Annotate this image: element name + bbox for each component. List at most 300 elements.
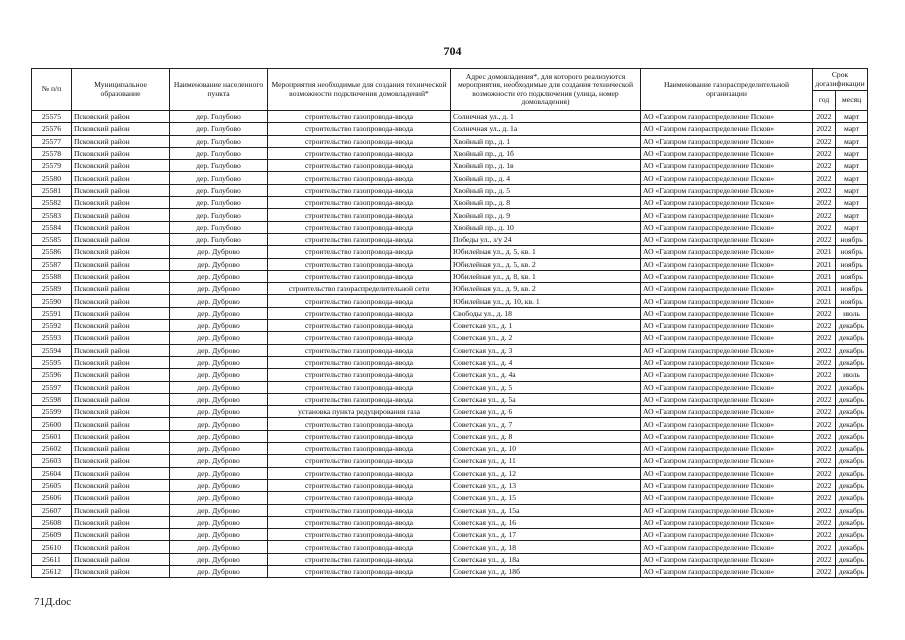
settlement-cell: дер. Дуброво [170,418,268,430]
footer-filename: 71Д.doc [34,596,72,608]
settlement-cell: дер. Голубово [170,184,268,196]
month-cell: декабрь [836,553,868,565]
row-number: 25585 [32,233,72,245]
organization-cell: АО «Газпром газораспределение Псков» [641,123,813,135]
settlement-cell: дер. Дуброво [170,381,268,393]
year-cell: 2021 [813,258,836,270]
year-cell: 2022 [813,418,836,430]
month-cell: ноябрь [836,258,868,270]
address-cell: Советская ул., д. 15 [451,492,641,504]
measure-cell: установка пункта редуцирования газа [268,406,451,418]
year-cell: 2022 [813,135,836,147]
month-cell: декабрь [836,332,868,344]
organization-cell: АО «Газпром газораспределение Псков» [641,147,813,159]
table-row [32,147,868,159]
address-cell: Хвойный пр., д. 9 [451,209,641,221]
table-row [32,270,868,282]
row-number: 25597 [32,381,72,393]
address-cell: Юбилейная ул., д. 8, кв. 1 [451,270,641,282]
table-row [32,381,868,393]
table-row [32,344,868,356]
address-cell: Советская ул., д. 3 [451,344,641,356]
row-number: 25588 [32,270,72,282]
year-cell: 2022 [813,381,836,393]
settlement-cell: дер. Дуброво [170,565,268,577]
measure-cell: строительство газопровода-ввода [268,369,451,381]
year-cell: 2022 [813,455,836,467]
measure-cell: строительство газопровода-ввода [268,332,451,344]
municipality-cell: Псковский район [72,172,170,184]
table-row [32,430,868,442]
measure-cell: строительство газопровода-ввода [268,184,451,196]
address-cell: Юбилейная ул., д. 5, кв. 2 [451,258,641,270]
organization-cell: АО «Газпром газораспределение Псков» [641,221,813,233]
address-cell: Юбилейная ул., д. 10, кв. 1 [451,295,641,307]
table-row [32,356,868,368]
municipality-cell: Псковский район [72,111,170,123]
month-cell: ноябрь [836,233,868,245]
municipality-cell: Псковский район [72,160,170,172]
year-cell: 2022 [813,430,836,442]
settlement-cell: дер. Дуброво [170,529,268,541]
header-measures: Мероприятия необходимые для создания технической возможности подключения домовладений* [268,69,451,111]
settlement-cell: дер. Дуброво [170,283,268,295]
measure-cell: строительство газопровода-ввода [268,541,451,553]
table-row [32,479,868,491]
municipality-cell: Псковский район [72,344,170,356]
settlement-cell: дер. Дуброво [170,406,268,418]
settlement-cell: дер. Голубово [170,123,268,135]
measure-cell: строительство газопровода-ввода [268,320,451,332]
table-row [32,295,868,307]
address-cell: Свободы ул., д. 18 [451,307,641,319]
row-number: 25595 [32,356,72,368]
year-cell: 2022 [813,516,836,528]
measure-cell: строительство газопровода-ввода [268,381,451,393]
month-cell: март [836,147,868,159]
address-cell: Советская ул., д. 15а [451,504,641,516]
measure-cell: строительство газопровода-ввода [268,135,451,147]
header-settlement: Наименование населенного пункта [170,69,268,111]
organization-cell: АО «Газпром газораспределение Псков» [641,111,813,123]
row-number: 25611 [32,553,72,565]
municipality-cell: Псковский район [72,246,170,258]
address-cell: Советская ул., д. 8 [451,430,641,442]
address-cell: Хвойный пр., д. 5 [451,184,641,196]
table-row [32,258,868,270]
settlement-cell: дер. Дуброво [170,295,268,307]
year-cell: 2022 [813,406,836,418]
address-cell: Советская ул., д. 4 [451,356,641,368]
address-cell: Советская ул., д. 18а [451,553,641,565]
year-cell: 2022 [813,307,836,319]
organization-cell: АО «Газпром газораспределение Псков» [641,565,813,577]
settlement-cell: дер. Дуброво [170,393,268,405]
year-cell: 2022 [813,393,836,405]
month-cell: декабрь [836,541,868,553]
measure-cell: строительство газопровода-ввода [268,147,451,159]
municipality-cell: Псковский район [72,504,170,516]
table-row [32,233,868,245]
month-cell: декабрь [836,381,868,393]
measure-cell: строительство газопровода-ввода [268,393,451,405]
measure-cell: строительство газопровода-ввода [268,295,451,307]
settlement-cell: дер. Голубово [170,221,268,233]
year-cell: 2022 [813,492,836,504]
address-cell: Советская ул., д. 5 [451,381,641,393]
table-row [32,160,868,172]
settlement-cell: дер. Дуброво [170,467,268,479]
year-cell: 2022 [813,184,836,196]
year-cell: 2022 [813,197,836,209]
settlement-cell: дер. Дуброво [170,541,268,553]
table-header [32,69,868,111]
year-cell: 2022 [813,565,836,577]
month-cell: март [836,172,868,184]
measure-cell: строительство газопровода-ввода [268,504,451,516]
settlement-cell: дер. Дуброво [170,332,268,344]
row-number: 25592 [32,320,72,332]
row-number: 25600 [32,418,72,430]
organization-cell: АО «Газпром газораспределение Псков» [641,541,813,553]
table-row [32,418,868,430]
row-number: 25608 [32,516,72,528]
row-number: 25583 [32,209,72,221]
month-cell: декабрь [836,565,868,577]
municipality-cell: Псковский район [72,455,170,467]
measure-cell: строительство газопровода-ввода [268,160,451,172]
organization-cell: АО «Газпром газораспределение Псков» [641,172,813,184]
municipality-cell: Псковский район [72,479,170,491]
month-cell: декабрь [836,455,868,467]
organization-cell: АО «Газпром газораспределение Псков» [641,516,813,528]
organization-cell: АО «Газпром газораспределение Псков» [641,184,813,196]
measure-cell: строительство газопровода-ввода [268,123,451,135]
address-cell: Советская ул., д. 16 [451,516,641,528]
month-cell: июль [836,307,868,319]
year-cell: 2022 [813,479,836,491]
organization-cell: АО «Газпром газораспределение Псков» [641,479,813,491]
month-cell: март [836,111,868,123]
municipality-cell: Псковский район [72,270,170,282]
measure-cell: строительство газопровода-ввода [268,443,451,455]
year-cell: 2022 [813,172,836,184]
municipality-cell: Псковский район [72,209,170,221]
address-cell: Советская ул., д. 11 [451,455,641,467]
month-cell: декабрь [836,430,868,442]
organization-cell: АО «Газпром газораспределение Псков» [641,443,813,455]
municipality-cell: Псковский район [72,492,170,504]
table-row [32,332,868,344]
settlement-cell: дер. Дуброво [170,455,268,467]
row-number: 25576 [32,123,72,135]
month-cell: март [836,184,868,196]
year-cell: 2021 [813,295,836,307]
month-cell: декабрь [836,356,868,368]
settlement-cell: дер. Голубово [170,160,268,172]
settlement-cell: дер. Дуброво [170,504,268,516]
municipality-cell: Псковский район [72,147,170,159]
address-cell: Советская ул., д. 18 [451,541,641,553]
table-row [32,123,868,135]
address-cell: Юбилейная ул., д. 5, кв. 1 [451,246,641,258]
month-cell: декабрь [836,320,868,332]
organization-cell: АО «Газпром газораспределение Псков» [641,135,813,147]
measure-cell: строительство газопровода-ввода [268,529,451,541]
row-number: 25580 [32,172,72,184]
address-cell: Хвойный пр., д. 4 [451,172,641,184]
year-cell: 2022 [813,344,836,356]
page-number: 704 [443,44,462,58]
organization-cell: АО «Газпром газораспределение Псков» [641,504,813,516]
settlement-cell: дер. Дуброво [170,270,268,282]
row-number: 25589 [32,283,72,295]
settlement-cell: дер. Голубово [170,172,268,184]
measure-cell: строительство газопровода-ввода [268,356,451,368]
table-row [32,504,868,516]
month-cell: март [836,160,868,172]
row-number: 25575 [32,111,72,123]
month-cell: март [836,209,868,221]
month-cell: март [836,135,868,147]
year-cell: 2022 [813,369,836,381]
month-cell: декабрь [836,479,868,491]
year-cell: 2021 [813,283,836,295]
measure-cell: строительство газопровода-ввода [268,455,451,467]
municipality-cell: Псковский район [72,443,170,455]
municipality-cell: Псковский район [72,283,170,295]
organization-cell: АО «Газпром газораспределение Псков» [641,553,813,565]
header-year: год [813,91,836,111]
organization-cell: АО «Газпром газораспределение Псков» [641,467,813,479]
municipality-cell: Псковский район [72,393,170,405]
organization-cell: АО «Газпром газораспределение Псков» [641,246,813,258]
municipality-cell: Псковский район [72,320,170,332]
organization-cell: АО «Газпром газораспределение Псков» [641,197,813,209]
address-cell: Солнечная ул., д. 1 [451,111,641,123]
year-cell: 2022 [813,111,836,123]
organization-cell: АО «Газпром газораспределение Псков» [641,381,813,393]
settlement-cell: дер. Голубово [170,197,268,209]
year-cell: 2022 [813,467,836,479]
table-row [32,320,868,332]
row-number: 25584 [32,221,72,233]
row-number: 25579 [32,160,72,172]
month-cell: декабрь [836,529,868,541]
municipality-cell: Псковский район [72,307,170,319]
settlement-cell: дер. Дуброво [170,553,268,565]
row-number: 25582 [32,197,72,209]
row-number: 25591 [32,307,72,319]
month-cell: декабрь [836,418,868,430]
row-number: 25612 [32,565,72,577]
measure-cell: строительство газопровода-ввода [268,516,451,528]
table-row [32,197,868,209]
municipality-cell: Псковский район [72,332,170,344]
settlement-cell: дер. Голубово [170,209,268,221]
month-cell: декабрь [836,393,868,405]
settlement-cell: дер. Дуброво [170,356,268,368]
table-row [32,492,868,504]
month-cell: март [836,123,868,135]
address-cell: Советская ул., д. 17 [451,529,641,541]
organization-cell: АО «Газпром газораспределение Псков» [641,283,813,295]
organization-cell: АО «Газпром газораспределение Псков» [641,344,813,356]
municipality-cell: Псковский район [72,565,170,577]
municipality-cell: Псковский район [72,258,170,270]
year-cell: 2022 [813,529,836,541]
measure-cell: строительство газопровода-ввода [268,209,451,221]
table-row [32,209,868,221]
row-number: 25599 [32,406,72,418]
settlement-cell: дер. Дуброво [170,479,268,491]
year-cell: 2022 [813,209,836,221]
year-cell: 2021 [813,270,836,282]
measure-cell: строительство газопровода-ввода [268,172,451,184]
organization-cell: АО «Газпром газораспределение Псков» [641,406,813,418]
municipality-cell: Псковский район [72,553,170,565]
organization-cell: АО «Газпром газораспределение Псков» [641,233,813,245]
municipality-cell: Псковский район [72,295,170,307]
table-row [32,307,868,319]
month-cell: декабрь [836,344,868,356]
address-cell: Советская ул., д. 1 [451,320,641,332]
measure-cell: строительство газопровода-ввода [268,479,451,491]
table-row [32,565,868,577]
address-cell: Советская ул., д. 5а [451,393,641,405]
month-cell: март [836,221,868,233]
settlement-cell: дер. Дуброво [170,258,268,270]
organization-cell: АО «Газпром газораспределение Псков» [641,393,813,405]
month-cell: декабрь [836,516,868,528]
organization-cell: АО «Газпром газораспределение Псков» [641,307,813,319]
table-row [32,221,868,233]
measure-cell: строительство газопровода-ввода [268,418,451,430]
row-number: 25602 [32,443,72,455]
year-cell: 2022 [813,504,836,516]
row-number: 25590 [32,295,72,307]
organization-cell: АО «Газпром газораспределение Псков» [641,320,813,332]
measure-cell: строительство газопровода-ввода [268,270,451,282]
settlement-cell: дер. Дуброво [170,492,268,504]
row-number: 25606 [32,492,72,504]
settlement-cell: дер. Дуброво [170,307,268,319]
table-row [32,111,868,123]
year-cell: 2022 [813,332,836,344]
month-cell: ноябрь [836,283,868,295]
table-row [32,393,868,405]
row-number: 25578 [32,147,72,159]
organization-cell: АО «Газпром газораспределение Псков» [641,270,813,282]
address-cell: Советская ул., д. 2 [451,332,641,344]
municipality-cell: Псковский район [72,135,170,147]
row-number: 25603 [32,455,72,467]
year-cell: 2022 [813,160,836,172]
month-cell: декабрь [836,492,868,504]
gasification-table [31,68,868,578]
row-number: 25604 [32,467,72,479]
row-number: 25610 [32,541,72,553]
municipality-cell: Псковский район [72,184,170,196]
municipality-cell: Псковский район [72,529,170,541]
organization-cell: АО «Газпром газораспределение Псков» [641,160,813,172]
organization-cell: АО «Газпром газораспределение Псков» [641,369,813,381]
municipality-cell: Псковский район [72,541,170,553]
month-cell: декабрь [836,406,868,418]
measure-cell: строительство газопровода-ввода [268,111,451,123]
address-cell: Советская ул., д. 4а [451,369,641,381]
municipality-cell: Псковский район [72,197,170,209]
organization-cell: АО «Газпром газораспределение Псков» [641,492,813,504]
month-cell: декабрь [836,504,868,516]
address-cell: Хвойный пр., д. 1в [451,160,641,172]
settlement-cell: дер. Дуброво [170,246,268,258]
address-cell: Хвойный пр., д. 1 [451,135,641,147]
address-cell: Солнечная ул., д. 1а [451,123,641,135]
address-cell: Советская ул., д. 13 [451,479,641,491]
municipality-cell: Псковский район [72,233,170,245]
address-cell: Советская ул., д. 10 [451,443,641,455]
organization-cell: АО «Газпром газораспределение Псков» [641,418,813,430]
address-cell: Советская ул., д. 6 [451,406,641,418]
settlement-cell: дер. Дуброво [170,443,268,455]
row-number: 25609 [32,529,72,541]
municipality-cell: Псковский район [72,369,170,381]
table-row [32,541,868,553]
municipality-cell: Псковский район [72,356,170,368]
measure-cell: строительство газопровода-ввода [268,221,451,233]
year-cell: 2022 [813,443,836,455]
table-row [32,455,868,467]
header-org: Наименование газораспределительной организации [641,69,813,111]
row-number: 25577 [32,135,72,147]
row-number: 25598 [32,393,72,405]
address-cell: Юбилейная ул., д. 9, кв. 2 [451,283,641,295]
settlement-cell: дер. Дуброво [170,320,268,332]
measure-cell: строительство газопровода-ввода [268,430,451,442]
measure-cell: строительство газопровода-ввода [268,553,451,565]
address-cell: Победы ул., з/у 24 [451,233,641,245]
year-cell: 2022 [813,541,836,553]
header-month: месяц [836,91,868,111]
month-cell: ноябрь [836,295,868,307]
measure-cell: строительство газопровода-ввода [268,233,451,245]
measure-cell: строительство газораспределительной сети [268,283,451,295]
row-number: 25607 [32,504,72,516]
header-deadline: Срок догазификации [813,69,868,91]
row-number: 25587 [32,258,72,270]
year-cell: 2022 [813,147,836,159]
measure-cell: строительство газопровода-ввода [268,344,451,356]
table-row [32,283,868,295]
month-cell: декабрь [836,443,868,455]
measure-cell: строительство газопровода-ввода [268,258,451,270]
row-number: 25581 [32,184,72,196]
municipality-cell: Псковский район [72,123,170,135]
year-cell: 2022 [813,123,836,135]
settlement-cell: дер. Дуброво [170,430,268,442]
measure-cell: строительство газопровода-ввода [268,307,451,319]
row-number: 25596 [32,369,72,381]
table-row [32,369,868,381]
table-row [32,553,868,565]
table-row [32,135,868,147]
table-row [32,516,868,528]
address-cell: Советская ул., д. 18б [451,565,641,577]
settlement-cell: дер. Голубово [170,135,268,147]
municipality-cell: Псковский район [72,221,170,233]
table-row [32,184,868,196]
